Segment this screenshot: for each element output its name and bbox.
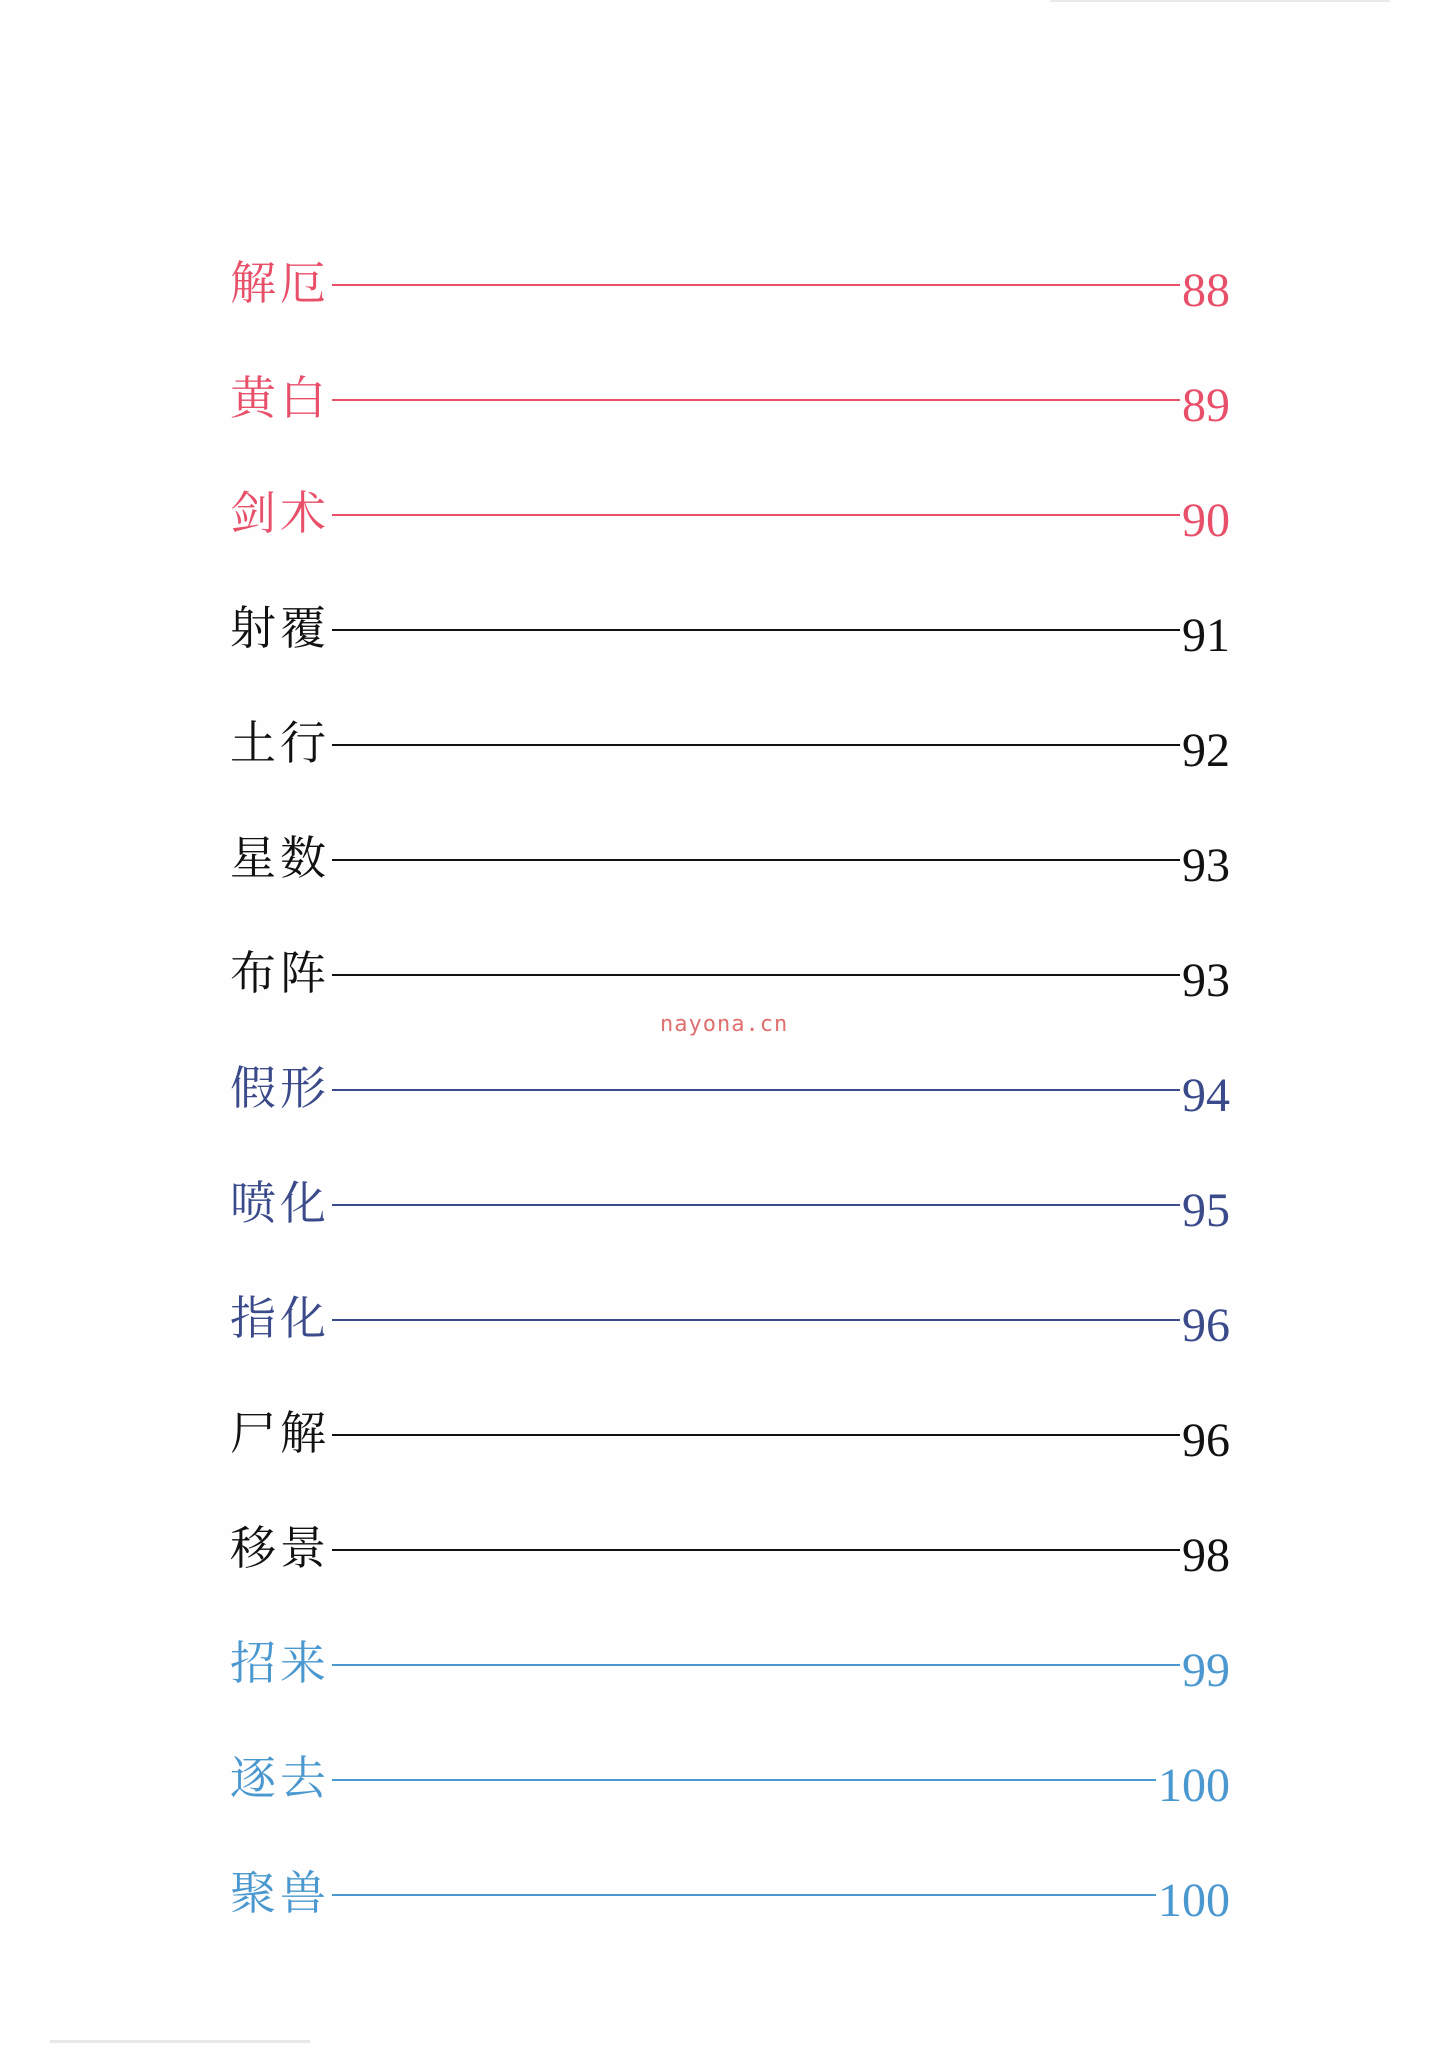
toc-entry-title: 解厄 xyxy=(230,255,330,310)
toc-entry-page-number: 96 xyxy=(1182,1298,1230,1352)
toc-entry-title: 剑术 xyxy=(230,485,330,540)
toc-entry-page-number: 90 xyxy=(1182,493,1230,547)
toc-leader-line xyxy=(332,399,1180,401)
scan-edge-top xyxy=(1050,0,1390,2)
toc-entry[interactable] xyxy=(230,340,1230,455)
toc-entry-title: 星数 xyxy=(230,830,330,885)
toc-entry-title: 指化 xyxy=(230,1290,330,1345)
toc-entry[interactable] xyxy=(230,1605,1230,1720)
toc-entry[interactable] xyxy=(230,1030,1230,1145)
toc-leader-line xyxy=(332,284,1180,286)
toc-leader-line xyxy=(332,1434,1180,1436)
toc-entry-page-number: 96 xyxy=(1182,1413,1230,1467)
toc-entry-page-number: 100 xyxy=(1158,1758,1230,1812)
toc-entry-title: 聚兽 xyxy=(230,1865,330,1920)
watermark: nayona.cn xyxy=(660,1012,789,1037)
toc-entry-page-number: 91 xyxy=(1182,608,1230,662)
toc-entry[interactable] xyxy=(230,800,1230,915)
toc-leader-line xyxy=(332,1319,1180,1321)
toc-entry-title: 射覆 xyxy=(230,600,330,655)
toc-entry-title: 布阵 xyxy=(230,945,330,1000)
toc-leader-line xyxy=(332,859,1180,861)
table-of-contents xyxy=(230,225,1230,1950)
toc-entry-page-number: 93 xyxy=(1182,953,1230,1007)
toc-entry[interactable] xyxy=(230,1720,1230,1835)
toc-leader-line xyxy=(332,1779,1156,1781)
toc-leader-line xyxy=(332,1549,1180,1551)
toc-entry[interactable] xyxy=(230,455,1230,570)
toc-entry-page-number: 98 xyxy=(1182,1528,1230,1582)
toc-entry[interactable] xyxy=(230,1835,1230,1950)
toc-entry-page-number: 88 xyxy=(1182,263,1230,317)
toc-leader-line xyxy=(332,1894,1156,1896)
toc-entry-title: 移景 xyxy=(230,1520,330,1575)
toc-leader-line xyxy=(332,514,1180,516)
toc-entry[interactable] xyxy=(230,685,1230,800)
toc-entry-title: 黄白 xyxy=(230,370,330,425)
toc-entry-title: 尸解 xyxy=(230,1405,330,1460)
toc-entry-title: 逐去 xyxy=(230,1750,330,1805)
toc-entry-title: 假形 xyxy=(230,1060,330,1115)
toc-entry-title: 喷化 xyxy=(230,1175,330,1230)
toc-leader-line xyxy=(332,974,1180,976)
toc-entry-title: 招来 xyxy=(230,1635,330,1690)
toc-entry[interactable] xyxy=(230,1375,1230,1490)
toc-entry-page-number: 94 xyxy=(1182,1068,1230,1122)
toc-leader-line xyxy=(332,1089,1180,1091)
toc-leader-line xyxy=(332,1204,1180,1206)
toc-leader-line xyxy=(332,629,1180,631)
toc-entry-page-number: 99 xyxy=(1182,1643,1230,1697)
scan-edge-bottom xyxy=(50,2040,310,2043)
toc-entry-title: 土行 xyxy=(230,715,330,770)
toc-entry[interactable] xyxy=(230,1490,1230,1605)
toc-entry[interactable] xyxy=(230,570,1230,685)
toc-entry[interactable] xyxy=(230,225,1230,340)
toc-leader-line xyxy=(332,1664,1180,1666)
toc-entry-page-number: 95 xyxy=(1182,1183,1230,1237)
toc-entry-page-number: 89 xyxy=(1182,378,1230,432)
toc-entry[interactable] xyxy=(230,1145,1230,1260)
toc-entry[interactable] xyxy=(230,1260,1230,1375)
toc-entry-page-number: 93 xyxy=(1182,838,1230,892)
toc-leader-line xyxy=(332,744,1180,746)
toc-entry-page-number: 100 xyxy=(1158,1873,1230,1927)
toc-entry-page-number: 92 xyxy=(1182,723,1230,777)
